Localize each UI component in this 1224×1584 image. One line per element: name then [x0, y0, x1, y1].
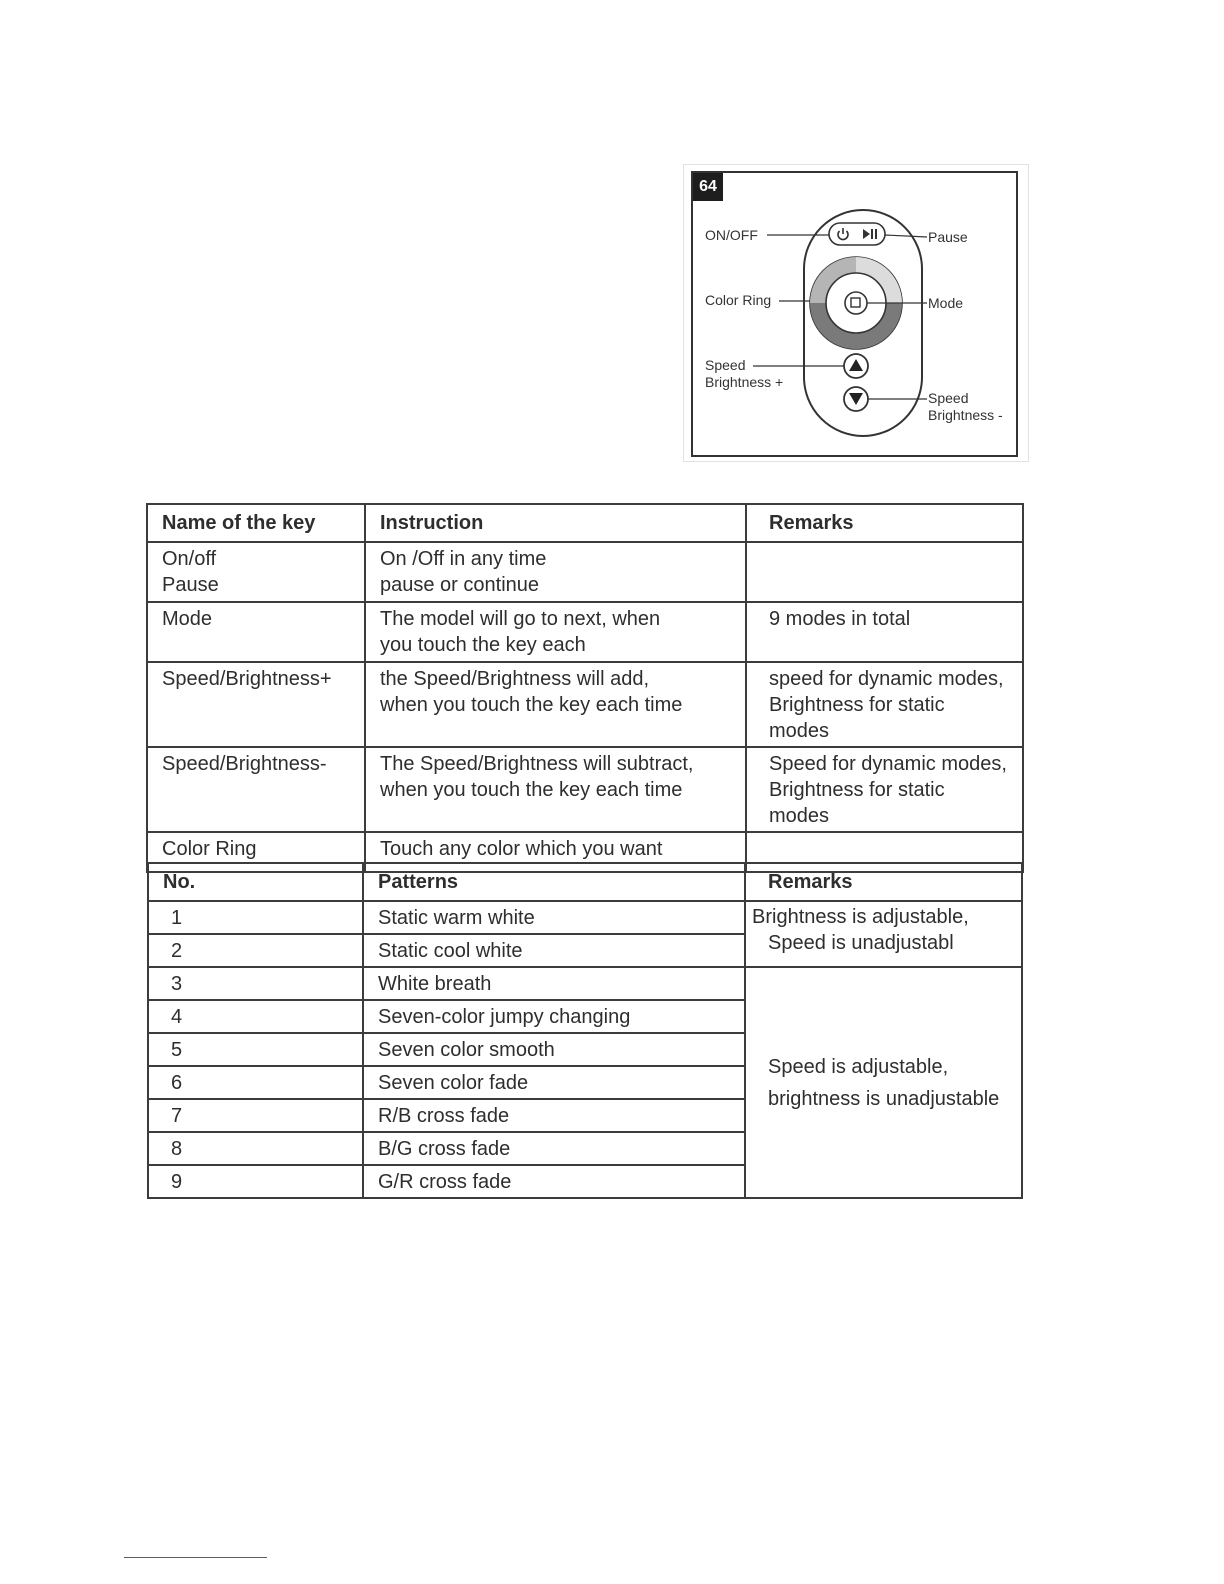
remarks-cell [746, 662, 1023, 747]
table-row [148, 901, 1022, 934]
footnote-separator [124, 1557, 267, 1558]
remarks-text: Speed is adjustable, [768, 1055, 949, 1078]
pattern-number: 4 [148, 1000, 363, 1033]
remarks-text: Brightness for static modes [769, 779, 945, 827]
instruction-cell [365, 747, 746, 832]
pattern-name: R/B cross fade [363, 1099, 745, 1132]
instruction-cell [365, 602, 746, 662]
key-name: Color Ring [162, 838, 257, 860]
instruction-text: The model will go to next, when [380, 608, 661, 630]
pattern-name: B/G cross fade [363, 1132, 745, 1165]
pattern-number: 3 [148, 967, 363, 1000]
figure-number: 64 [693, 173, 723, 201]
pattern-name: Seven color smooth [363, 1033, 745, 1066]
instruction-text: On /Off in any time [380, 548, 547, 570]
table-row [147, 602, 1023, 662]
remarks-cell [746, 747, 1023, 832]
remarks-text: Brightness is adjustable, [752, 906, 969, 928]
remarks-cell [746, 602, 1023, 662]
speed-up-icon [844, 354, 868, 378]
remarks-text: Speed for dynamic modes, [769, 753, 1007, 775]
table-row [148, 967, 1022, 1000]
label-speed-down-1: Speed [928, 390, 969, 406]
pattern-number: 1 [148, 901, 363, 934]
label-on-off: ON/OFF [705, 227, 758, 243]
header-remarks: Remarks [745, 863, 1022, 901]
remarks-dynamic-cell [745, 967, 1022, 1198]
table-row [147, 662, 1023, 747]
header-patterns: Patterns [363, 863, 745, 901]
speed-down-icon [844, 387, 868, 411]
pattern-number: 9 [148, 1165, 363, 1198]
remarks-text: Speed is unadjustabl [768, 932, 954, 954]
header-key-name: Name of the key [147, 504, 365, 542]
label-mode: Mode [928, 295, 964, 311]
instruction-text: pause or continue [380, 574, 540, 596]
key-name: Mode [162, 608, 213, 630]
pattern-number: 5 [148, 1033, 363, 1066]
instruction-text: Touch any color which you want [380, 838, 663, 860]
key-name: Speed/Brightness+ [162, 668, 332, 690]
key-name: Pause [162, 574, 219, 596]
pattern-number: 6 [148, 1066, 363, 1099]
instruction-cell [365, 542, 746, 602]
keys-table [146, 503, 1024, 873]
remote-diagram-frame [691, 171, 1018, 457]
key-name: On/off [162, 548, 217, 570]
remarks-static-cell [745, 901, 1022, 967]
pattern-number: 2 [148, 934, 363, 967]
table-row [147, 747, 1023, 832]
instruction-text: you touch the key each [380, 634, 586, 656]
remarks-text: Brightness for static modes [769, 694, 945, 742]
pattern-number: 7 [148, 1099, 363, 1132]
remarks-text: brightness is unadjustable [768, 1087, 1000, 1110]
key-name-cell [147, 747, 365, 832]
header-remarks: Remarks [746, 504, 1023, 542]
pattern-name: Seven color fade [363, 1066, 745, 1099]
label-pause: Pause [928, 229, 968, 245]
remarks-cell [746, 542, 1023, 602]
table-header-row [147, 504, 1023, 542]
remarks-text: 9 modes in total [769, 608, 911, 630]
key-name-cell [147, 662, 365, 747]
table-header-row [148, 863, 1022, 901]
instruction-cell [365, 662, 746, 747]
pattern-name: Seven-color jumpy changing [363, 1000, 745, 1033]
patterns-table [147, 862, 1023, 1199]
instruction-text: when you touch the key each time [380, 779, 683, 801]
instruction-text: the Speed/Brightness will add, [380, 668, 650, 690]
header-no: No. [148, 863, 363, 901]
key-name-cell [147, 602, 365, 662]
remarks-text: speed for dynamic modes, [769, 668, 1004, 690]
instruction-text: when you touch the key each time [380, 694, 683, 716]
pattern-number: 8 [148, 1132, 363, 1165]
label-speed-up-1: Speed [705, 357, 746, 373]
pattern-name: Static cool white [363, 934, 745, 967]
key-name-cell [147, 542, 365, 602]
power-icon [838, 228, 848, 240]
pattern-name: White breath [363, 967, 745, 1000]
pattern-name: Static warm white [363, 901, 745, 934]
play-pause-icon [863, 229, 877, 239]
instruction-text: The Speed/Brightness will subtract, [380, 753, 694, 775]
label-speed-up-2: Brightness + [705, 374, 784, 390]
table-row [147, 542, 1023, 602]
remote-diagram [683, 164, 1029, 462]
header-instruction: Instruction [365, 504, 746, 542]
mode-icon [845, 292, 867, 314]
label-color-ring: Color Ring [705, 292, 772, 308]
label-speed-down-2: Brightness - [928, 407, 1003, 423]
pattern-name: G/R cross fade [363, 1165, 745, 1198]
key-name: Speed/Brightness- [162, 753, 327, 775]
